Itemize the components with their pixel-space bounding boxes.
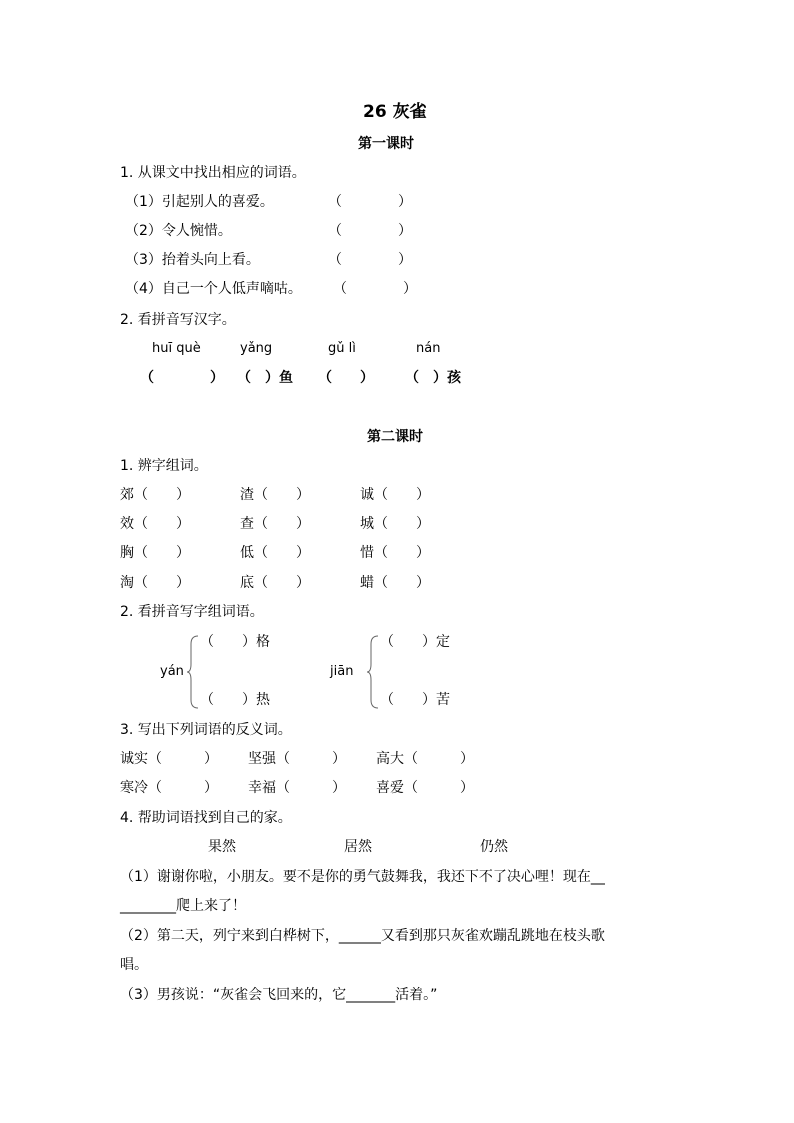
lesson2-q1-cell[interactable]: 惜（ ）	[360, 545, 430, 561]
lesson2-q4-sentence-1-line-2[interactable]: ________爬上来了！	[120, 898, 246, 914]
lesson1-q1-item-4-blank[interactable]: （ ）	[333, 281, 417, 297]
lesson1-q1-item-2-label: （2）令人惋惜。	[125, 223, 232, 239]
lesson2-q2-stem: 2. 看拼音写字组词语。	[120, 604, 264, 620]
lesson2-q1-cell[interactable]: 效（ ）	[120, 516, 190, 532]
lesson2-q1-cell[interactable]: 渣（ ）	[240, 487, 310, 503]
lesson1-q2-answer-4[interactable]: （ ）孩	[405, 370, 461, 386]
lesson1-q2-pinyin-1: huī què	[152, 341, 201, 356]
lesson2-q2-group-2-bottom[interactable]: （ ）苦	[380, 692, 450, 708]
lesson2-q4-sentence-2-line-2: 唱。	[120, 957, 148, 973]
lesson1-q2-stem: 2. 看拼音写汉字。	[120, 312, 236, 328]
lesson2-q1-cell[interactable]: 郊（ ）	[120, 487, 190, 503]
lesson2-q4-sentence-2-line-1[interactable]: （2）第二天，列宁来到白桦树下，______又看到那只灰雀欢蹦乱跳地在枝头歌	[120, 928, 605, 944]
lesson2-q2-group-1-bottom[interactable]: （ ）热	[200, 692, 270, 708]
lesson1-q2-pinyin-4: nán	[416, 341, 441, 356]
lesson2-q2-group-2-pinyin: jiān	[330, 664, 354, 679]
lesson2-heading: 第二课时	[367, 429, 423, 445]
lesson2-q2-group-2-top[interactable]: （ ）定	[380, 634, 450, 650]
lesson2-q3-cell[interactable]: 坚强（ ）	[248, 751, 346, 767]
lesson2-q2-group-1-pinyin: yán	[160, 664, 184, 679]
lesson2-q4-stem: 4. 帮助词语找到自己的家。	[120, 810, 292, 826]
brace-bracket	[186, 634, 200, 710]
lesson1-q1-item-2-blank[interactable]: （ ）	[328, 223, 412, 239]
lesson2-q1-cell[interactable]: 查（ ）	[240, 516, 310, 532]
lesson1-q2-pinyin-2: yǎng	[240, 341, 273, 356]
lesson2-q1-cell[interactable]: 城（ ）	[360, 516, 430, 532]
lesson2-q3-cell[interactable]: 高大（ ）	[376, 751, 474, 767]
lesson2-q1-cell[interactable]: 诚（ ）	[360, 487, 430, 503]
lesson1-heading: 第一课时	[358, 136, 414, 152]
lesson2-q4-word-1: 果然	[208, 839, 236, 855]
lesson2-q3-cell[interactable]: 幸福（ ）	[248, 780, 346, 796]
lesson2-q3-stem: 3. 写出下列词语的反义词。	[120, 722, 292, 738]
lesson1-q1-item-1-blank[interactable]: （ ）	[328, 194, 412, 210]
lesson1-q1-item-3-blank[interactable]: （ ）	[328, 252, 412, 268]
lesson1-q2-answer-3[interactable]: （ ）	[318, 370, 374, 386]
lesson2-q1-cell[interactable]: 淘（ ）	[120, 575, 190, 591]
lesson2-q1-cell[interactable]: 胸（ ）	[120, 545, 190, 561]
page-title: 26 灰雀	[363, 102, 427, 122]
lesson1-q2-answer-1[interactable]: （ ）	[140, 370, 224, 386]
lesson2-q4-sentence-1-line-1[interactable]: （1）谢谢你啦，小朋友。要不是你的勇气鼓舞我，我还下不了决心哩！现在__	[120, 869, 605, 885]
lesson2-q4-word-3: 仍然	[480, 839, 508, 855]
lesson1-q1-item-3-label: （3）抬着头向上看。	[125, 252, 260, 268]
lesson1-q1-stem: 1. 从课文中找出相应的词语。	[120, 165, 306, 181]
lesson2-q3-cell[interactable]: 寒冷（ ）	[120, 780, 218, 796]
lesson2-q2-group-1-top[interactable]: （ ）格	[200, 634, 270, 650]
lesson2-q1-cell[interactable]: 低（ ）	[240, 545, 310, 561]
lesson2-q1-cell[interactable]: 蜡（ ）	[360, 575, 430, 591]
lesson2-q3-cell[interactable]: 喜爱（ ）	[376, 780, 474, 796]
lesson1-q2-pinyin-3: gǔ lì	[328, 341, 356, 356]
lesson2-q3-cell[interactable]: 诚实（ ）	[120, 751, 218, 767]
brace-bracket	[366, 634, 380, 710]
lesson2-q4-word-2: 居然	[344, 839, 372, 855]
lesson2-q1-cell[interactable]: 底（ ）	[240, 575, 310, 591]
lesson2-q4-sentence-3[interactable]: （3）男孩说：“灰雀会飞回来的，它_______活着。”	[120, 987, 438, 1003]
lesson1-q2-answer-2[interactable]: （ ）鱼	[237, 370, 293, 386]
lesson1-q1-item-4-label: （4）自己一个人低声嘀咕。	[125, 281, 302, 297]
lesson2-q1-stem: 1. 辨字组词。	[120, 458, 208, 474]
lesson1-q1-item-1-label: （1）引起别人的喜爱。	[125, 194, 274, 210]
